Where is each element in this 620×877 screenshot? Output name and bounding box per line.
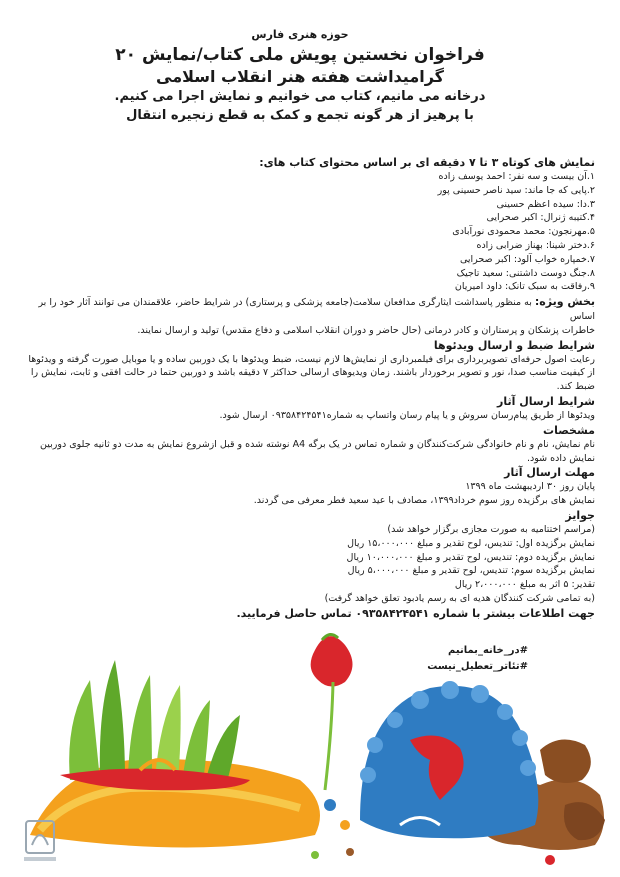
prize-line: (به تمامی شرکت کنندگان هدیه ای به رسم یادبود تعلق خواهد گرفت) [324,592,595,604]
book-item: ۵.مهرنجون: محمد محمودی نورآبادی [452,226,595,238]
deadline-date: پایان روز ۳۰ اردیبهشت ماه ۱۳۹۹ [465,481,595,493]
apple-icon [311,634,353,790]
specs-heading: مشخصات [543,423,595,437]
prizes-heading: جوایز [565,508,595,522]
book-item: ۸.جنگ دوست داشتنی: سعید تاجیک [456,267,595,279]
contact-line: جهت اطلاعات بیشتر با شماره ۰۹۳۵۸۴۲۴۵۴۱ تماس حاصل فرمایید. [236,606,595,620]
poster-header [90,28,510,124]
watermark-logo-icon [20,815,60,865]
recording-line: رعایت اصول حرفه‌ای تصویربرداری برای فیلمبرداری از نمایش‌ها لازم نیست، ضبط ویدئوها با یک دوربین ساده و یا موبایل صورت گرفته و ویدئوها [28,353,595,365]
prize-line: نمایش برگزیده دوم: تندیس، لوح تقدیر و مبلغ ۱۰،۰۰۰،۰۰۰ ریال [346,551,595,563]
deadline-announce: نمایش های برگزیده روز سوم خرداد۱۳۹۹، مصادف با عید سعید فطر معرفی می گردند. [253,495,595,507]
prize-line: نمایش برگزیده اول: تندیس، لوح تقدیر و مبلغ ۱۵،۰۰۰،۰۰۰ ریال [347,537,595,549]
special-label: بخش ویژه: [534,295,595,309]
book-item: ۴.کتیبه ژنرال: اکبر صحرایی [486,212,595,224]
prize-line: (مراسم اختتامیه به صورت مجازی برگزار خواهد شد) [387,523,595,535]
book-item: ۶.دختر شینا: بهناز ضرابی زاده [476,239,595,251]
slogan-line-1: درخانه می مانیم، کتاب می خوانیم و نمایش اجرا می کنیم. [114,89,486,104]
book-item: ۳.دا: سیده اعظم حسینی [496,198,595,210]
book-item: ۷.خمپاره خواب آلود: اکبر صحرایی [459,253,595,265]
hashtag-theatre: #تئاتر_تعطیل_نیست [427,661,528,672]
prize-line: تقدیر: ۵ اثر به مبلغ ۲،۰۰۰،۰۰۰ ریال [454,579,595,591]
book-item: ۱.آن بیست و سه نفر: احمد یوسف زاده [438,171,595,182]
special-text-2: خاطرات پزشکان و پرستاران و کادر درمانی (حال حاضر و دوران انقلاب اسلامی و دفاع مقدس) تولید و ارسال نمایند. [137,324,595,336]
recording-line: ضبط کند. [556,381,595,393]
poster-body [25,155,595,621]
poster-subtitle: گرامیداشت هفته هنر انقلاب اسلامی [156,67,444,86]
sending-text: ویدئوها از طریق پیام‌رسان سروش و یا پیام رسان واتساپ به شماره۰۹۳۵۸۴۲۴۵۴۱ ارسال شود. [219,409,595,421]
hashtags [388,643,528,675]
sabzeh-icon [30,660,320,848]
book-item: ۲.پایی که جا ماند: سید ناصر حسینی پور [437,184,595,196]
sending-heading: شرایط ارسال آثار [497,394,595,408]
special-text-1: به منظور پاسداشت ایثارگری مدافعان سلامت(جامعه پزشکی و پرستاری) در شرایط حاضر، علاقمندان می توانند آثار خود را بر اساس [38,297,595,322]
book-list [25,170,595,294]
specs-line: نمایش داده شود. [526,452,595,464]
specs-line: نام نمایش، نام و نام خانوادگی شرکت‌کنندگان و شماره تماس در یک برگه A4 نوشته شده و قبل ازشروع نمایش به مدت دو ثانیه جلوی دوربین [40,438,595,450]
poster-title: فراخوان نخستین پویش ملی کتاب/نمایش ۲۰ [115,45,485,65]
hashtag-stay-home: #در_خانه_بمانیم [448,645,528,656]
deadline-heading: مهلت ارسال آثار [504,466,595,480]
recording-line: از کیفیت مناسب صدا، نور و تصویر برخوردار باشند. زمان ویدیوهای ارسالی حداکثر ۷ دقیقه باشد و دوربین حتما در حالت افقی و ثابت، نمایش را [30,367,595,379]
recording-heading: شرایط ضبط و ارسال ویدئوها [433,338,595,352]
special-section [25,294,595,324]
blue-dome-icon [360,681,538,838]
slogan-line-2: با پرهیز از هر گونه تجمع و کمک به قطع زنجیره انتقال [126,108,474,123]
prize-line: نمایش برگزیده سوم: تندیس، لوح تقدیر و مبلغ ۵،۰۰۰،۰۰۰ ریال [347,565,595,577]
book-item: ۹.رفاقت به سبک تانک: داود امیریان [454,281,595,293]
organization-name: حوزه هنری فارس [251,28,349,41]
intro-heading: نمایش های کوتاه ۳ تا ۷ دقیقه ای بر اساس محتوای کتاب های: [259,156,595,169]
